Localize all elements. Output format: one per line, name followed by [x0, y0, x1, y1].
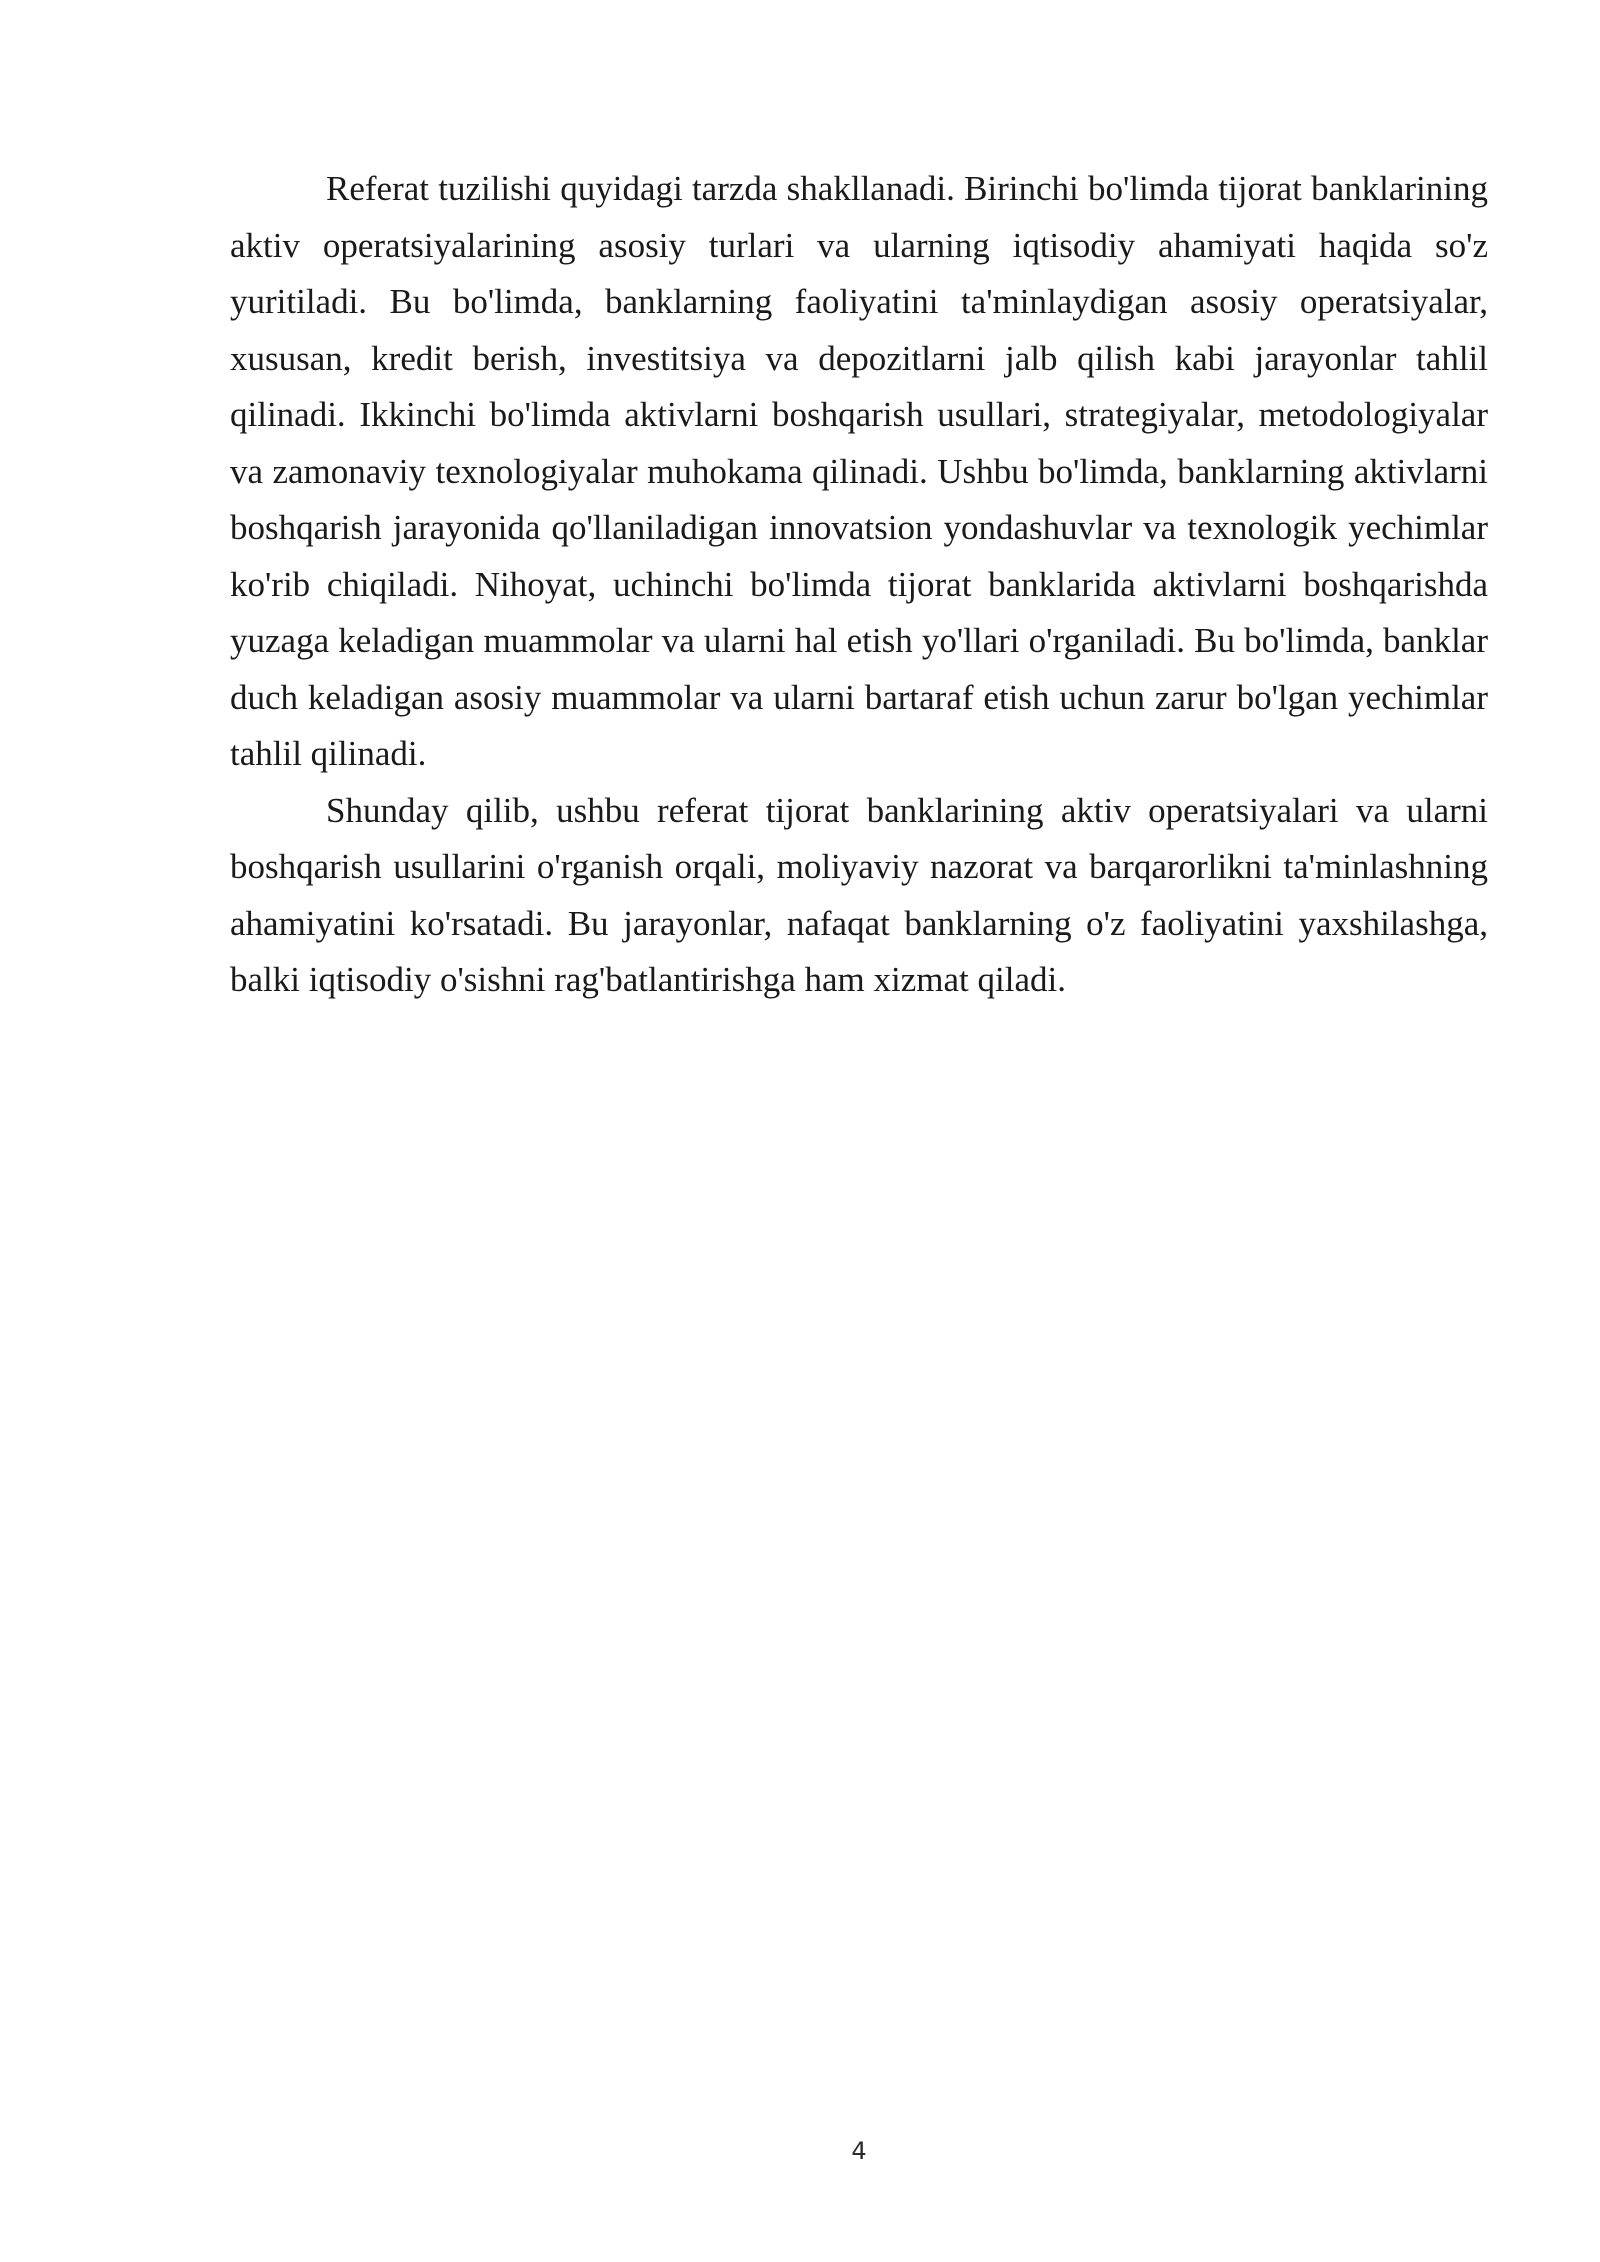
paragraph-2: Shunday qilib, ushbu referat tijorat banklarining aktiv operatsiyalari va ularni boshqarish usullarini o'rganish orqali, moliyaviy nazorat va barqarorlikni ta'minlashning ahamiyatini ko'rsatadi. Bu jarayonlar, nafaqat banklarning o'z faoliyatini yaxshilashga, balki iqtisodiy o'sishni rag'batlantirishga ham xizmat qiladi.	[230, 790, 1488, 999]
paragraph-1: Referat tuzilishi quyidagi tarzda shakllanadi. Birinchi bo'limda tijorat banklarining aktiv operatsiyalarining asosiy turlari va ularning iqtisodiy ahamiyati haqida so'z yuritiladi. Bu bo'limda, banklarning faoliyatini ta'minlaydigan asosiy operatsiyalar, xususan, kredit berish, investitsiya va depozitlarni jalb qilish kabi jarayonlar tahlil qilinadi. Ikkinchi bo'limda aktivlarni boshqarish usullari, strategiyalar, metodologiyalar va zamonaviy texnologiyalar muhokama qilinadi. Ushbu bo'limda, banklarning aktivlarni boshqarish jarayonida qo'llaniladigan innovatsion yondashuvlar va texnologik yechimlar ko'rib chiqiladi. Nihoyat, uchinchi bo'limda tijorat banklarida aktivlarni boshqarishda yuzaga keladigan muammolar va ularni hal etish yo'llari o'rganiladi. Bu bo'limda, banklar duch keladigan asosiy muammolar va ularni bartaraf etish uchun zarur bo'lgan yechimlar tahlil qilinadi.	[230, 169, 1488, 773]
body-text	[230, 161, 1488, 1009]
page-number: 4	[851, 2137, 867, 2165]
